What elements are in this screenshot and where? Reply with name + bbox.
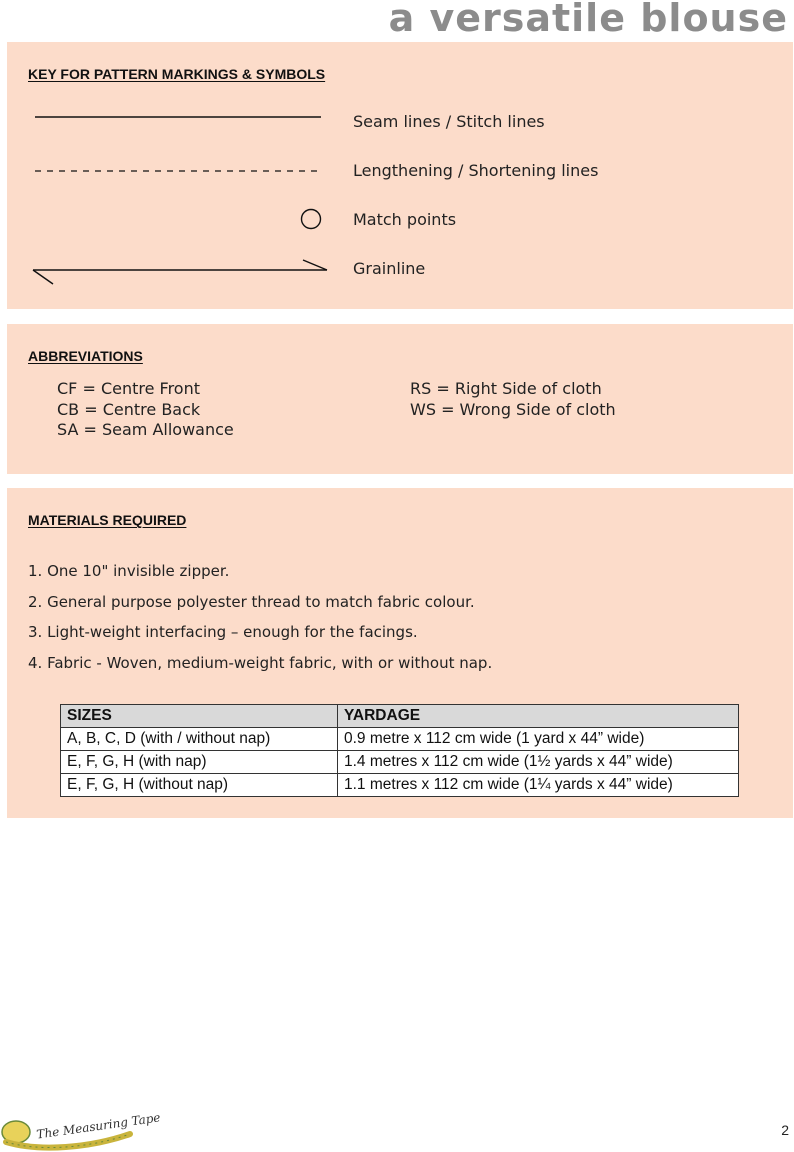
abbreviations-heading: ABBREVIATIONS [28,348,143,364]
table-row [61,728,739,751]
grainline-arrow-icon [31,256,331,286]
material-item-2: 2. General purpose polyester thread to match fabric colour. [28,593,475,611]
material-item-3: 3. Light-weight interfacing – enough for the facings. [28,623,418,641]
table-header-sizes: SIZES [61,705,338,728]
materials-heading: MATERIALS REQUIRED [28,512,187,528]
table-header-yardage: YARDAGE [338,705,739,728]
page-title: a versatile blouse [388,0,788,40]
dashed-line-icon [33,166,323,176]
key-label-lengthening: Lengthening / Shortening lines [353,161,599,180]
materials-section [7,488,793,818]
abbreviations-right [410,379,616,420]
table-cell-yardage: 0.9 metre x 112 cm wide (1 yard x 44” wide) [338,728,739,751]
key-label-seam: Seam lines / Stitch lines [353,112,545,131]
table-cell-yardage: 1.1 metres x 112 cm wide (1¼ yards x 44” wide) [338,774,739,797]
table-header-row [61,705,739,728]
abbreviations-section [7,324,793,474]
abbr-ws: WS = Wrong Side of cloth [410,399,616,419]
logo-text: The Measuring Tape [35,1110,162,1142]
abbreviations-left [57,379,234,441]
table-cell-yardage: 1.4 metres x 112 cm wide (1½ yards x 44” wide) [338,751,739,774]
key-heading: KEY FOR PATTERN MARKINGS & SYMBOLS [28,66,326,82]
abbr-rs: RS = Right Side of cloth [410,379,602,398]
abbr-sa: SA = Seam Allowance [57,420,234,439]
table-cell-size: E, F, G, H (without nap) [61,774,338,797]
key-label-match: Match points [353,210,457,229]
key-section [7,42,793,309]
key-label-grainline: Grainline [353,259,426,278]
table-row [61,751,739,774]
solid-line-icon [33,112,323,122]
page-number: 2 [781,1122,789,1138]
abbr-cf: CF = Centre Front [57,379,201,398]
yardage-table [60,704,739,797]
table-row [61,774,739,797]
material-item-4: 4. Fabric - Woven, medium-weight fabric, with or without nap. [28,654,493,672]
table-cell-size: A, B, C, D (with / without nap) [61,728,338,751]
material-item-1: 1. One 10" invisible zipper. [28,562,230,580]
table-cell-size: E, F, G, H (with nap) [61,751,338,774]
circle-icon [299,207,323,231]
abbr-cb: CB = Centre Back [57,399,201,419]
